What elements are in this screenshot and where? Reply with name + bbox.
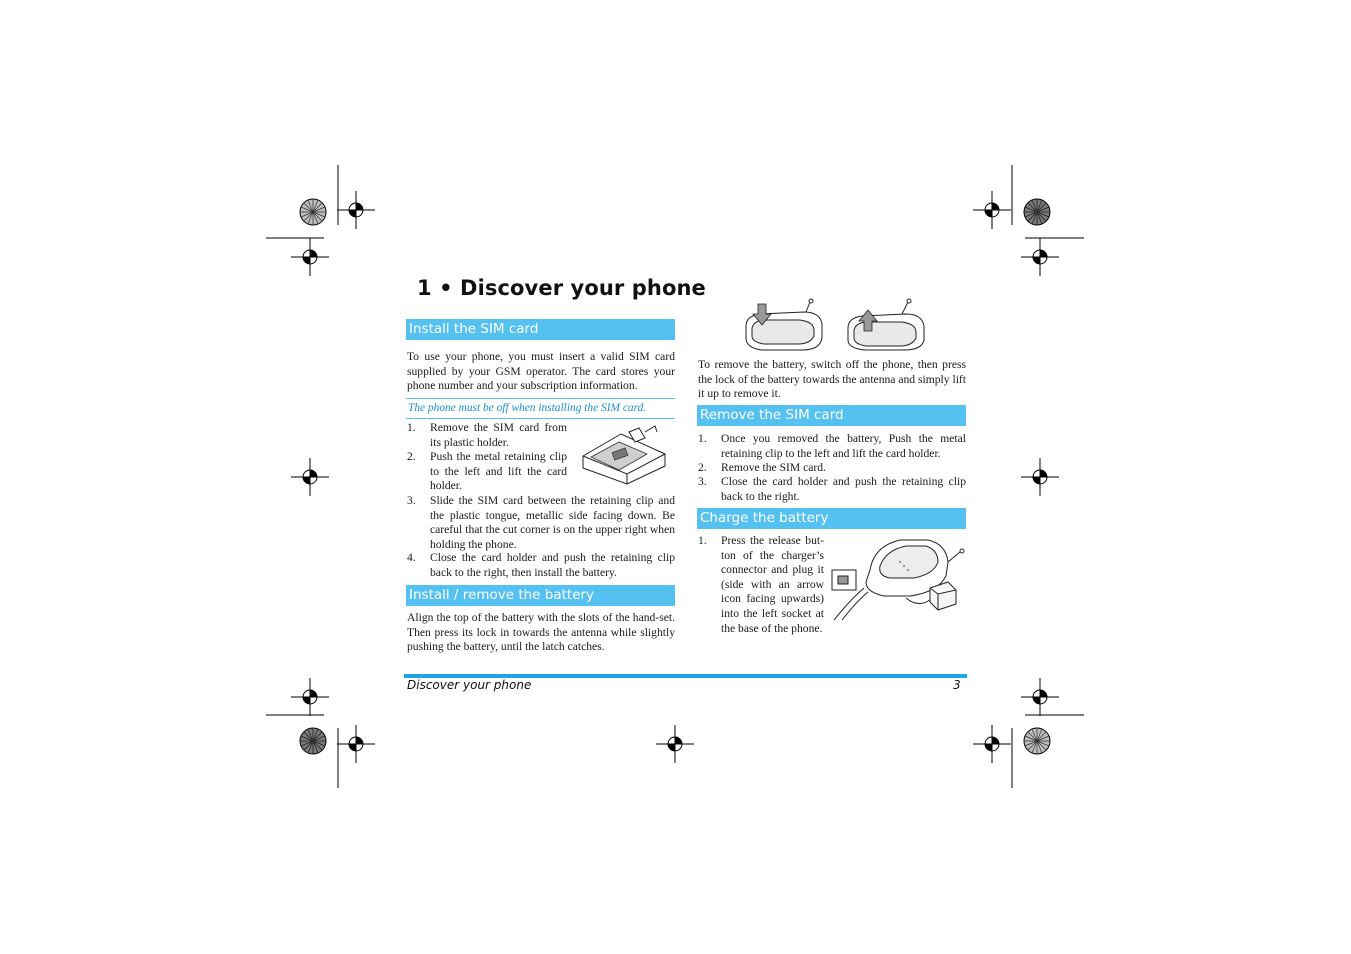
section-heading-remove-sim: Remove the SIM card xyxy=(697,405,966,426)
step-text: Once you removed the battery, Push the metal retaining clip to the left and lift the card holder. xyxy=(721,432,966,460)
step-number: 1. xyxy=(698,432,707,445)
step-number: 4. xyxy=(407,551,416,564)
list-item xyxy=(698,432,966,462)
section-heading-install-battery: Install / remove the battery xyxy=(406,585,675,606)
step-number: 2. xyxy=(698,461,707,474)
step-text: Slide the SIM card between the retaining clip and the plastic tongue, metallic side facing down. Be careful that the cut corner is on the upper right when holding the phone. xyxy=(430,494,675,551)
step-text: Remove the SIM card. xyxy=(721,461,826,474)
step-number: 3. xyxy=(407,494,416,507)
sim-warning-note: The phone must be off when installing the SIM card. xyxy=(406,398,675,419)
step-text: Close the card holder and push the retaining clip back to the right, then install the battery. xyxy=(430,551,675,579)
step-number: 1. xyxy=(407,421,416,434)
list-item xyxy=(407,551,675,581)
step-text: Press the release but-ton of the charger’s connector and plug it (side with an arrow icon facing upwards) into the left socket at the base of the phone. xyxy=(721,534,824,635)
section-heading-install-sim: Install the SIM card xyxy=(406,319,675,340)
battery-removal-illustration xyxy=(740,298,930,354)
step-number: 2. xyxy=(407,450,416,463)
step-text: Remove the SIM card from its plastic holder. xyxy=(430,421,567,449)
list-item xyxy=(698,534,824,652)
step-number: 1. xyxy=(698,534,707,547)
list-item xyxy=(407,494,675,554)
battery-remove-paragraph: To remove the battery, switch off the phone, then press the lock of the battery towards the antenna and simply lift it up to remove it. xyxy=(698,358,966,401)
list-item xyxy=(698,461,966,476)
list-item xyxy=(407,450,569,495)
phone-sim-illustration xyxy=(577,424,671,486)
page-title: 1 • Discover your phone xyxy=(417,276,706,300)
list-item xyxy=(698,475,966,505)
sim-intro-paragraph: To use your phone, you must insert a valid SIM card supplied by your GSM operator. The card stores your phone number and your subscription information. xyxy=(407,350,675,393)
page-number: 3 xyxy=(953,678,961,692)
list-item xyxy=(407,421,569,451)
step-text: Push the metal retaining clip to the left and lift the card holder. xyxy=(430,450,567,493)
charger-illustration xyxy=(830,536,968,622)
step-number: 3. xyxy=(698,475,707,488)
battery-install-paragraph: Align the top of the battery with the slots of the hand-set. Then press its lock in towards the antenna while slightly pushing the battery, until the latch catches. xyxy=(407,611,675,654)
footer-title: Discover your phone xyxy=(407,678,532,692)
section-heading-charge-battery: Charge the battery xyxy=(697,508,966,529)
step-text: Close the card holder and push the retaining clip back to the right. xyxy=(721,475,966,503)
